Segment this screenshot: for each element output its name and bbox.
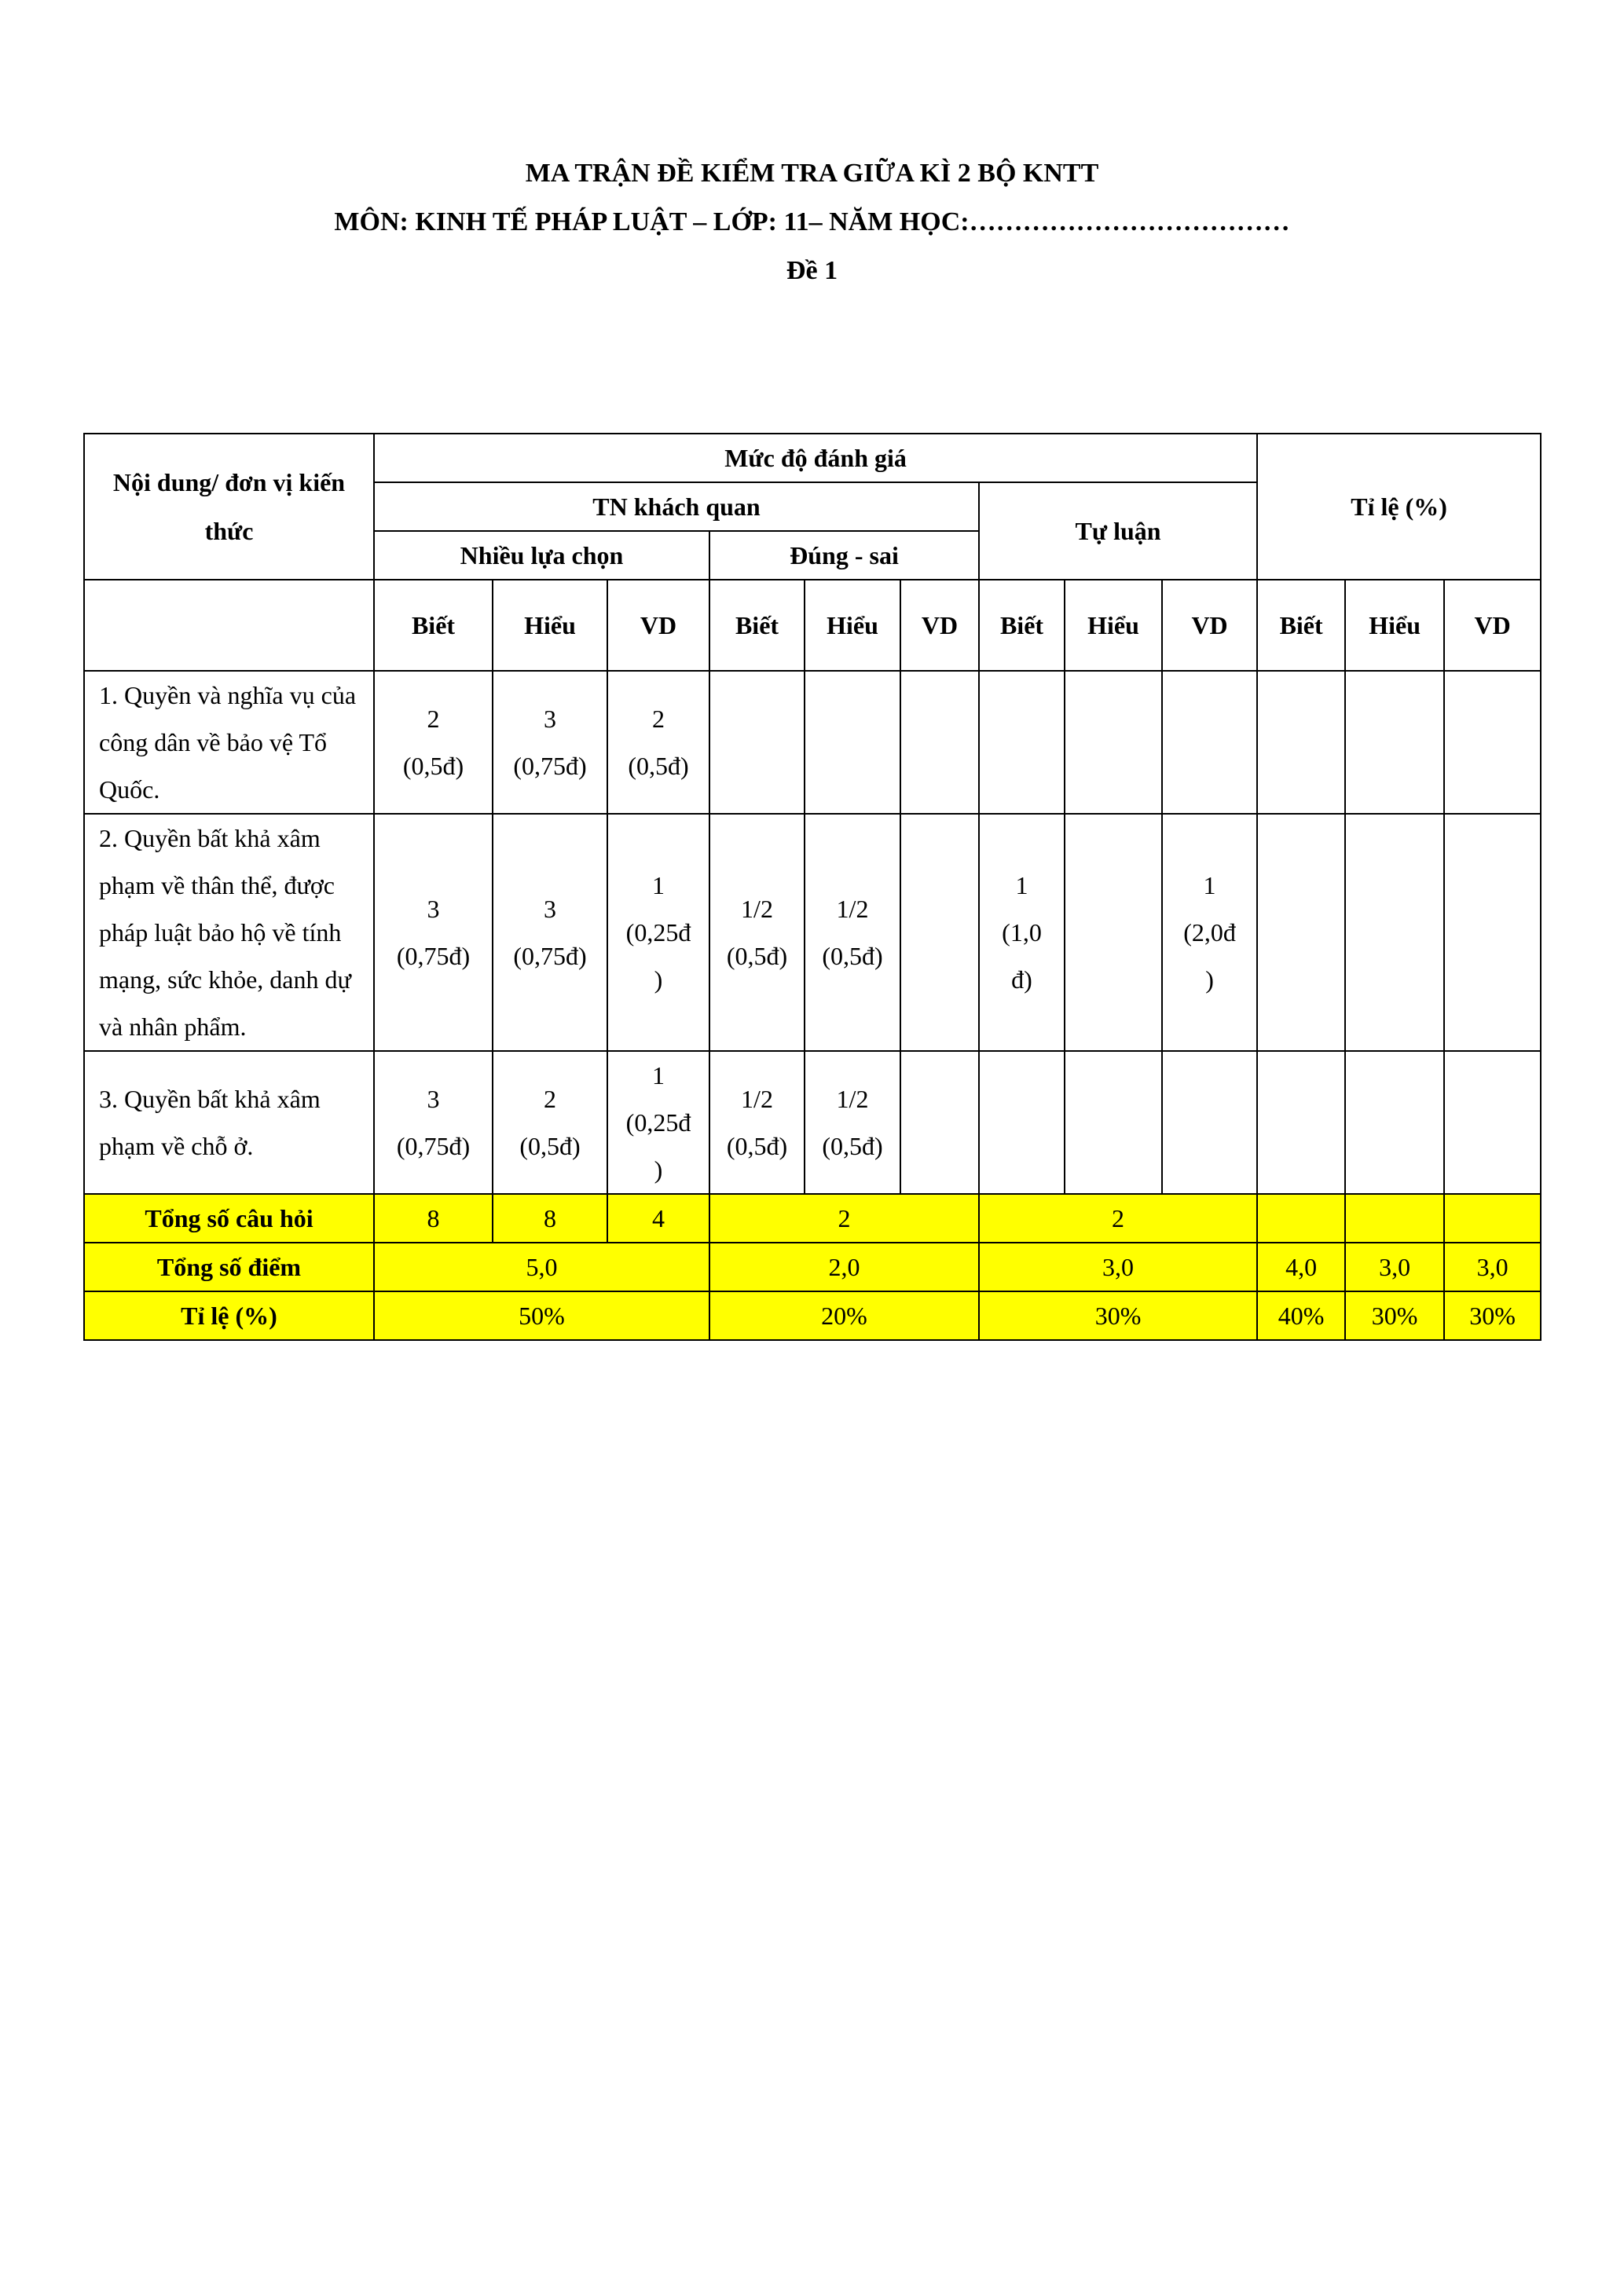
total-points-essay: 3,0 (979, 1243, 1257, 1291)
value-cell (1065, 1051, 1162, 1194)
level-cell: VD (607, 580, 709, 671)
content-cell: 2. Quyền bất khả xâm phạm về thân thể, được pháp luật bảo hộ về tính mạng, sức khỏe, danh dự và nhân phẩm. (84, 814, 374, 1051)
level-cell: Hiểu (805, 580, 900, 671)
level-cell: Biết (1257, 580, 1345, 671)
level-cell: Biết (374, 580, 493, 671)
total-points-label: Tổng số điểm (84, 1243, 374, 1291)
value-cell (1162, 671, 1257, 814)
value-cell (1444, 814, 1541, 1051)
value-cell: 1 (0,25đ ) (607, 814, 709, 1051)
level-cell: Biết (979, 580, 1065, 671)
value-cell: 3 (0,75đ) (374, 1051, 493, 1194)
total-questions-ratio-understand (1345, 1194, 1444, 1243)
total-questions-essay: 2 (979, 1194, 1257, 1243)
value-cell: 1 (2,0đ ) (1162, 814, 1257, 1051)
value-cell (1257, 814, 1345, 1051)
value-cell: 3 (0,75đ) (493, 671, 607, 814)
value-cell (979, 671, 1065, 814)
title-line-1: MA TRẬN ĐỀ KIỂM TRA GIỮA KÌ 2 BỘ KNTT (525, 159, 1099, 188)
multiple-choice-header: Nhiều lựa chọn (374, 531, 709, 580)
total-questions-mc-know: 8 (374, 1194, 493, 1243)
value-cell: 3 (0,75đ) (374, 814, 493, 1051)
total-points-true-false: 2,0 (709, 1243, 979, 1291)
total-questions-true-false: 2 (709, 1194, 979, 1243)
table-row (84, 671, 1541, 814)
percentage-essay: 30% (979, 1291, 1257, 1340)
value-cell (1162, 1051, 1257, 1194)
value-cell: 1/2 (0,5đ) (805, 814, 900, 1051)
value-cell (805, 671, 900, 814)
value-cell (1345, 671, 1444, 814)
value-cell: 1 (0,25đ ) (607, 1051, 709, 1194)
total-points-ratio-apply: 3,0 (1444, 1243, 1541, 1291)
document-header (0, 149, 1624, 295)
value-cell (1444, 1051, 1541, 1194)
total-points-multiple-choice: 5,0 (374, 1243, 709, 1291)
value-cell (1257, 1051, 1345, 1194)
essay-header: Tự luận (979, 482, 1257, 580)
content-cell: 1. Quyền và nghĩa vụ của công dân về bảo vệ Tổ Quốc. (84, 671, 374, 814)
total-points-ratio-know: 4,0 (1257, 1243, 1345, 1291)
title-line-3: Đề 1 (786, 256, 838, 285)
value-cell: 1/2 (0,5đ) (709, 814, 805, 1051)
total-points-ratio-understand: 3,0 (1345, 1243, 1444, 1291)
value-cell: 1 (1,0 đ) (979, 814, 1065, 1051)
total-questions-mc-understand: 8 (493, 1194, 607, 1243)
level-cell: VD (1162, 580, 1257, 671)
table-row (84, 814, 1541, 1051)
value-cell (979, 1051, 1065, 1194)
level-cell: VD (900, 580, 979, 671)
value-cell (900, 671, 979, 814)
percentage-multiple-choice: 50% (374, 1291, 709, 1340)
percentage-ratio-know: 40% (1257, 1291, 1345, 1340)
assessment-matrix-table (83, 433, 1542, 1341)
percentage-true-false: 20% (709, 1291, 979, 1340)
percentage-row (84, 1291, 1541, 1340)
objective-header: TN khách quan (374, 482, 979, 531)
table-row (84, 1051, 1541, 1194)
value-cell (1345, 1051, 1444, 1194)
percentage-ratio-apply: 30% (1444, 1291, 1541, 1340)
value-cell (1065, 671, 1162, 814)
level-cell: Hiểu (1345, 580, 1444, 671)
total-questions-ratio-apply (1444, 1194, 1541, 1243)
ratio-header: Tỉ lệ (%) (1257, 434, 1541, 580)
total-questions-mc-apply: 4 (607, 1194, 709, 1243)
level-header: Mức độ đánh giá (374, 434, 1257, 482)
percentage-label: Tỉ lệ (%) (84, 1291, 374, 1340)
level-cell: Hiểu (1065, 580, 1162, 671)
value-cell (900, 814, 979, 1051)
value-cell: 2 (0,5đ) (374, 671, 493, 814)
title-line-2: MÔN: KINH TẾ PHÁP LUẬT – LỚP: 11– NĂM HỌC:……………………………… (334, 207, 1290, 236)
value-cell (1444, 671, 1541, 814)
content-header-cell (84, 434, 374, 580)
level-cell: Biết (709, 580, 805, 671)
content-cell: 3. Quyền bất khả xâm phạm về chỗ ở. (84, 1051, 374, 1194)
value-cell (1065, 814, 1162, 1051)
content-header: Nội dung/ đơn vị kiến thức (112, 468, 346, 545)
percentage-ratio-understand: 30% (1345, 1291, 1444, 1340)
levels-row (84, 580, 1541, 671)
value-cell: 2 (0,5đ) (493, 1051, 607, 1194)
value-cell: 3 (0,75đ) (493, 814, 607, 1051)
value-cell (1345, 814, 1444, 1051)
value-cell (900, 1051, 979, 1194)
value-cell (709, 671, 805, 814)
levels-empty-cell (84, 580, 374, 671)
value-cell: 2 (0,5đ) (607, 671, 709, 814)
level-cell: Hiểu (493, 580, 607, 671)
total-questions-label: Tổng số câu hỏi (84, 1194, 374, 1243)
total-questions-ratio-know (1257, 1194, 1345, 1243)
value-cell (1257, 671, 1345, 814)
value-cell: 1/2 (0,5đ) (805, 1051, 900, 1194)
total-questions-row (84, 1194, 1541, 1243)
value-cell: 1/2 (0,5đ) (709, 1051, 805, 1194)
level-cell: VD (1444, 580, 1541, 671)
true-false-header: Đúng - sai (709, 531, 979, 580)
total-points-row (84, 1243, 1541, 1291)
